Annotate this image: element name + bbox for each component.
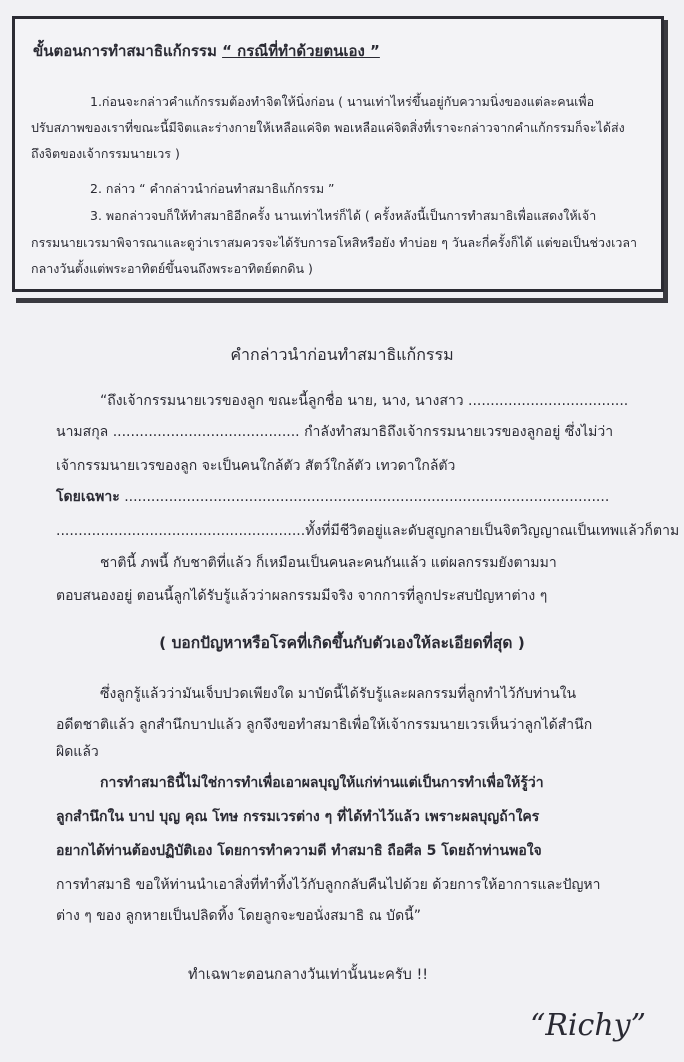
box-title-emphasis: “ กรณีที่ทำด้วยตนเอง ” bbox=[222, 42, 380, 60]
body-line-2: นามสกุล .......................................... กำลังทำสมาธิถึงเจ้ากรรมนายเวรของลูกอยู่ ซึ่งไม่ว่า bbox=[56, 424, 614, 440]
body-line-5: ........................................................ทั้งที่มีชีวิตอยู่และดับสูญกลายเป็นจิตวิญญาณเป็นเทพแล้วก็ตาม bbox=[56, 523, 680, 539]
body-line-13: ลูกสำนึกใน บาป บุญ คุณ โทษ กรรมเวรต่าง ๆ ที่ได้ทำไว้แล้ว เพราะผลบุญถ้าใคร bbox=[56, 809, 540, 825]
step3-line3: กลางวันตั้งแต่พระอาทิตย์ขึ้นจนถึงพระอาทิตย์ตกดิน ) bbox=[31, 261, 313, 276]
signature: “Richy” bbox=[530, 1008, 646, 1043]
body-line-16: ต่าง ๆ ของ ลูกหายเป็นปลิดทิ้ง โดยลูกจะขอนั่งสมาธิ ณ บัดนี้” bbox=[56, 908, 421, 924]
instructions-box bbox=[12, 16, 664, 292]
step1-line3: ถึงจิตของเจ้ากรรมนายเวร ) bbox=[31, 146, 180, 161]
step2: 2. กล่าว “ คำกล่าวนำก่อนทำสมาธิแก้กรรม ” bbox=[90, 181, 335, 196]
body-line-3: เจ้ากรรมนายเวรของลูก จะเป็นคนใกล้ตัว สัตว์ใกล้ตัว เทวดาใกล้ตัว bbox=[56, 458, 456, 474]
specifically-blank: ............................................................................................................. bbox=[119, 489, 610, 505]
body-line-6: ชาตินี้ ภพนี้ กับชาติที่แล้ว ก็เหมือนเป็นคนละคนกันแล้ว แต่ผลกรรมยังตามมา bbox=[100, 555, 557, 571]
daytime-note: ทำเฉพาะตอนกลางวันเท่านั้นนะครับ !! bbox=[188, 967, 429, 983]
specifically-label: โดยเฉพาะ bbox=[56, 489, 120, 505]
box-title-prefix: ขั้นตอนการทำสมาธิแก้กรรม bbox=[33, 42, 223, 60]
problem-note: ( บอกปัญหาหรือโรคที่เกิดขึ้นกับตัวเองให้ละเอียดที่สุด ) bbox=[159, 634, 525, 652]
body-line-11: ผิดแล้ว bbox=[56, 744, 99, 760]
step1-line2: ปรับสภาพของเราที่ขณะนี้มีจิตและร่างกายให้เหลือแค่จิต พอเหลือแค่จิตสิ่งที่เราจะกล่าวจากคำแก้กรรมก็จะได้ส่ง bbox=[31, 120, 625, 135]
body-line-9: ซึ่งลูกรู้แล้วว่ามันเจ็บปวดเพียงใด มาบัดนี้ได้รับรู้และผลกรรมที่ลูกทำไว้กับท่านใน bbox=[100, 686, 577, 702]
body-line-7: ตอบสนองอยู่ ตอนนี้ลูกได้รับรู้แล้วว่าผลกรรมมีจริง จากการที่ลูกประสบปัญหาต่าง ๆ bbox=[56, 588, 548, 604]
step1-line1: 1.ก่อนจะกล่าวคำแก้กรรมต้องทำจิตให้นิ่งก่อน ( นานเท่าไหร่ขึ้นอยู่กับความนิ่งของแต่ละคนเพื่อ bbox=[90, 94, 595, 109]
step3-line1: 3. พอกล่าวจบก็ให้ทำสมาธิอีกครั้ง นานเท่าไหร่ก็ได้ ( ครั้งหลังนี้เป็นการทำสมาธิเพื่อแสดงให้เจ้า bbox=[90, 208, 597, 223]
body-line-15: การทำสมาธิ ขอให้ท่านนำเอาสิ่งที่ทำทิ้งไว้กับลูกกลับคืนไปด้วย ด้วยการให้อาการและปัญหา bbox=[56, 877, 601, 893]
body-line-4 bbox=[56, 486, 609, 508]
section-heading: คำกล่าวนำก่อนทำสมาธิแก้กรรม bbox=[230, 345, 454, 364]
body-line-12: การทำสมาธินี้ไม่ใช่การทำเพื่อเอาผลบุญให้แก่ท่านแต่เป็นการทำเพื่อให้รู้ว่า bbox=[100, 775, 544, 791]
body-line-10: อดีตชาติแล้ว ลูกสำนึกบาปแล้ว ลูกจึงขอทำสมาธิเพื่อให้เจ้ากรรมนายเวรเห็นว่าลูกได้สำนึก bbox=[56, 717, 593, 733]
step3-line2: กรรมนายเวรมาพิจารณาและดูว่าเราสมควรจะได้รับการอโหสิหรือยัง ทำบ่อย ๆ วันละกี่ครั้งก็ได้ แต่ขอเป็นช่วงเวลา bbox=[31, 235, 638, 250]
body-line-14: อยากได้ท่านต้องปฏิบัติเอง โดยการทำความดี ทำสมาธิ ถือศีล 5 โดยถ้าท่านพอใจ bbox=[56, 843, 542, 859]
body-line-1: “ถึงเจ้ากรรมนายเวรของลูก ขณะนี้ลูกชื่อ นาย, นาง, นางสาว .................................... bbox=[100, 393, 629, 409]
box-title bbox=[33, 39, 380, 63]
